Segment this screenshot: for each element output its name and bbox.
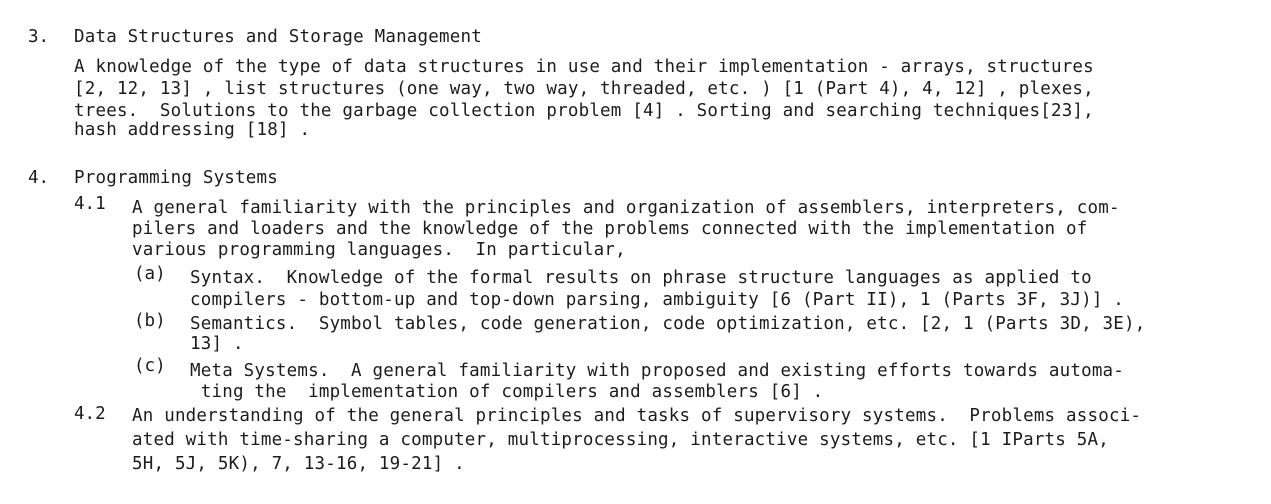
subsection-4-2-text-line: ated with time-sharing a computer, multiprocessing, interactive systems, etc. [1 IParts 5A, [132,430,1109,450]
item-c-text-line: Meta Systems. A general familiarity with proposed and existing efforts towards automa- [190,361,1125,381]
subsection-4-1-number: 4.1 [74,194,106,214]
section-3-text-line: hash addressing [18] . [74,120,311,140]
section-4-number: 4. [28,168,50,188]
item-a-text-line: compilers - bottom-up and top-down parsing, ambiguity [6 (Part II), 1 (Parts 3F, 3J)] . [190,290,1125,310]
section-3-number: 3. [28,27,50,47]
item-a-label: (a) [134,264,166,284]
section-3-text-line: trees. Solutions to the garbage collection problem [4] . Sorting and searching techniques[23], [74,101,1094,121]
item-c-text-line: ting the implementation of compilers and assemblers [6] . [190,382,824,402]
item-b-text-line: Semantics. Symbol tables, code generation, code optimization, etc. [2, 1 (Parts 3D, 3E), [190,314,1146,334]
subsection-4-1-text-line: pilers and loaders and the knowledge of the problems connected with the implementation of [132,219,1088,239]
item-b-text-line: 13] . [190,334,244,354]
section-4-heading: Programming Systems [74,168,278,188]
item-c-label: (c) [134,356,166,376]
subsection-4-1-text-line: various programming languages. In particular, [132,240,626,260]
subsection-4-2-number: 4.2 [74,404,106,424]
subsection-4-2-text-line: 5H, 5J, 5K), 7, 13-16, 19-21] . [132,454,465,474]
section-3-heading: Data Structures and Storage Management [74,27,482,47]
section-3-text-line: A knowledge of the type of data structures in use and their implementation - arrays, structures [74,57,1094,77]
subsection-4-2-text-line: An understanding of the general principles and tasks of supervisory systems. Problems associ- [132,406,1142,426]
section-3-text-line: [2, 12, 13] , list structures (one way, two way, threaded, etc. ) [1 (Part 4), 4, 12] , plexes, [74,79,1094,99]
subsection-4-1-text-line: A general familiarity with the principles and organization of assemblers, interpreters, com- [132,198,1120,218]
item-b-label: (b) [134,311,166,331]
item-a-text-line: Syntax. Knowledge of the formal results on phrase structure languages as applied to [190,268,1092,288]
